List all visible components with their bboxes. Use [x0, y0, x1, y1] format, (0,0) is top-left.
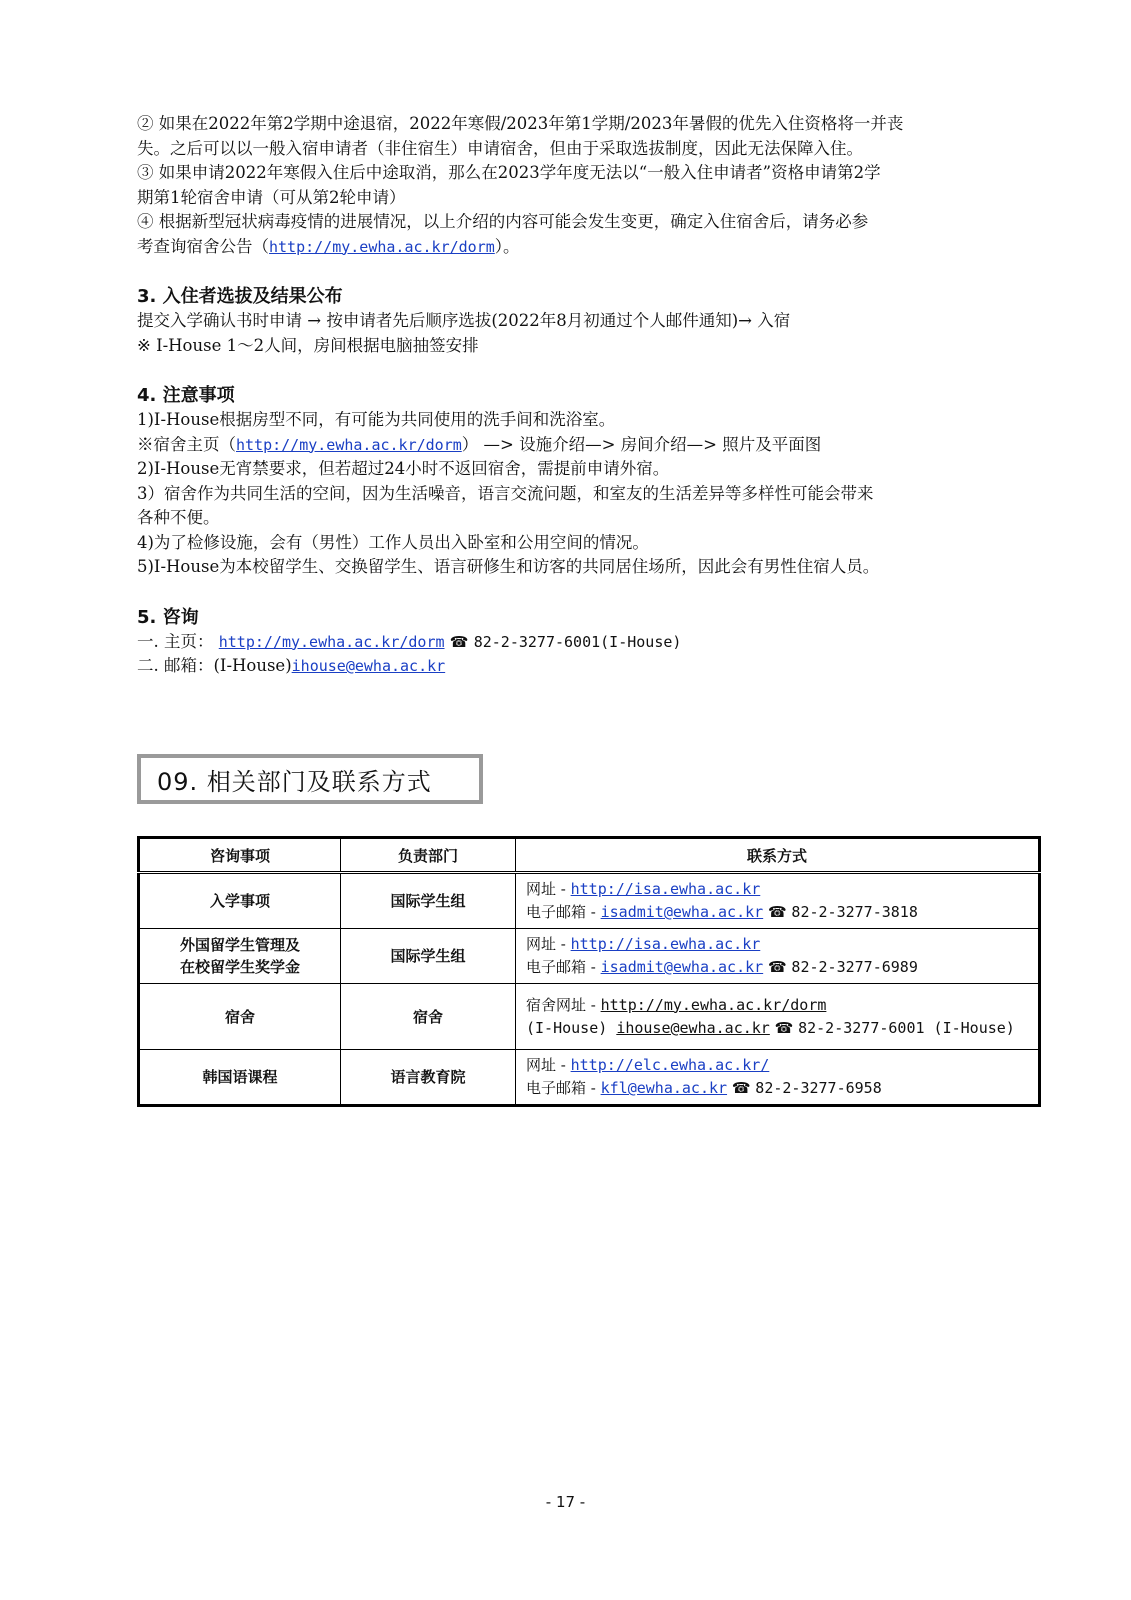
row-contact	[516, 984, 1040, 1050]
table-row	[139, 873, 1040, 929]
contact-homepage-link[interactable]: http://my.ewha.ac.kr/dorm	[218, 632, 445, 651]
website-link[interactable]: http://my.ewha.ac.kr/dorm	[600, 995, 827, 1014]
section5-body	[137, 630, 997, 679]
row-category: 入学事项	[139, 873, 341, 929]
intro-line-2: 失。之后可以以一般入宿申请者（非住宿生）申请宿舍，但由于采取选拔制度，因此无法保障入住。	[137, 138, 863, 158]
website-link[interactable]: http://isa.ewha.ac.kr	[570, 935, 761, 953]
section3-body	[137, 309, 997, 358]
row-department: 国际学生组	[341, 873, 516, 929]
homepage-label: 一. 主页：	[137, 631, 214, 651]
row-department: 国际学生组	[341, 929, 516, 984]
row-category	[139, 929, 341, 984]
phone-number: 82-2-3277-6989	[791, 958, 918, 976]
table-header-row	[139, 838, 1040, 873]
phone-icon: ☎	[731, 1079, 751, 1097]
section4-line-1: 1)I-House根据房型不同，有可能为共同使用的洗手间和洗浴室。	[137, 410, 616, 429]
section4-line-2-prefix: ※宿舍主页（	[137, 434, 236, 454]
header-department: 负责部门	[341, 838, 516, 873]
section4-line-7: 5)I-House为本校留学生、交换留学生、语言研修生和访客的共同居住场所，因此会有男性住宿人员。	[137, 557, 880, 576]
dorm-notice-link[interactable]: http://my.ewha.ac.kr/dorm	[269, 237, 495, 256]
table-row	[139, 984, 1040, 1050]
intro-last-suffix: ）。	[494, 236, 520, 256]
row-category: 宿舍	[139, 984, 341, 1050]
phone-icon: ☎	[767, 903, 787, 921]
email-label: 电子邮箱 -	[526, 1079, 601, 1097]
section4-line-2-suffix: ） —> 设施介绍—> 房间介绍—> 照片及平面图	[461, 434, 822, 454]
row-contact	[516, 873, 1040, 929]
intro-line-6	[137, 235, 997, 260]
intro-line-3: ③ 如果申请2022年寒假入住后中途取消，那么在2023学年度无法以“一般入住申请者”资格申请第2学	[137, 163, 881, 182]
section4-line-5: 各种不便。	[137, 508, 220, 527]
phone-icon: ☎	[767, 958, 787, 976]
section5-homepage-line	[137, 630, 997, 655]
website-link[interactable]: http://isa.ewha.ac.kr	[570, 880, 761, 898]
row-contact	[516, 929, 1040, 984]
header-contact: 联系方式	[516, 838, 1040, 873]
contact-email-link[interactable]: ihouse@ewha.ac.kr	[291, 657, 446, 675]
page-number: - 17 -	[545, 1493, 586, 1511]
section4-line-6: 4)为了检修设施，会有（男性）工作人员出入卧室和公用空间的情况。	[137, 532, 649, 552]
website-label: 宿舍网址 -	[526, 995, 601, 1014]
email-label: (I-House)	[526, 1018, 617, 1037]
email-link[interactable]: ihouse@ewha.ac.kr	[616, 1018, 770, 1037]
document-body	[137, 112, 997, 679]
email-link[interactable]: kfl@ewha.ac.kr	[600, 1079, 728, 1097]
row-contact	[516, 1050, 1040, 1106]
intro-line-5: ④ 根据新型冠状病毒疫情的进展情况，以上介绍的内容可能会发生变更，确定入住宿舍后，请务必参	[137, 212, 869, 231]
table-row	[139, 1050, 1040, 1106]
section3-title: 3. 入住者选拔及结果公布	[137, 286, 343, 307]
website-label: 网址 -	[526, 1056, 571, 1074]
intro-line-4: 期第1轮宿舍申请（可从第2轮申请）	[137, 187, 406, 207]
row-category-line-2: 在校留学生奖学金	[179, 958, 300, 976]
dorm-homepage-link[interactable]: http://my.ewha.ac.kr/dorm	[236, 435, 462, 454]
website-label: 网址 -	[526, 880, 571, 898]
section5-email-line	[137, 654, 997, 679]
website-label: 网址 -	[526, 935, 571, 953]
email-label: 二. 邮箱：(I-House)	[137, 656, 292, 675]
section4-line-4: 3）宿舍作为共同生活的空间，因为生活噪音，语言交流问题，和室友的生活差异等多样性可能会带来	[137, 483, 874, 503]
contacts-table	[137, 836, 1041, 1107]
section5-title: 5. 咨询	[137, 606, 199, 628]
row-department: 语言教育院	[341, 1050, 516, 1106]
table-row	[139, 929, 1040, 984]
section4-line-2	[137, 433, 997, 458]
section3-line-2: ※ I-House 1～2人间，房间根据电脑抽签安排	[137, 335, 479, 355]
phone-number: 82-2-3277-6001 (I-House)	[798, 1018, 1015, 1037]
email-link[interactable]: isadmit@ewha.ac.kr	[600, 903, 764, 921]
phone-number: 82-2-3277-6958	[755, 1079, 882, 1097]
intro-line-1: ② 如果在2022年第2学期中途退宿，2022年寒假/2023年第1学期/2023年暑假的优先入住资格将一并丧	[137, 114, 904, 133]
email-label: 电子邮箱 -	[526, 903, 601, 921]
contact-phone: 82-2-3277-6001(I-House)	[473, 632, 682, 651]
row-department: 宿舍	[341, 984, 516, 1050]
phone-icon: ☎	[774, 1018, 794, 1037]
section-09-heading: 09. 相关部门及联系方式	[137, 754, 483, 804]
phone-number: 82-2-3277-3818	[791, 903, 918, 921]
section4-line-3: 2)I-House无宵禁要求，但若超过24小时不返回宿舍，需提前申请外宿。	[137, 459, 670, 478]
section4-body	[137, 408, 997, 580]
row-category: 韩国语课程	[139, 1050, 341, 1106]
row-category-line-1: 外国留学生管理及	[179, 936, 300, 954]
intro-notes	[137, 112, 997, 259]
intro-last-prefix: 考查询宿舍公告（	[137, 236, 269, 256]
email-label: 电子邮箱 -	[526, 958, 601, 976]
section3-line-1: 提交入学确认书时申请 → 按申请者先后顺序选拔(2022年8月初通过个人邮件通知)→ 入宿	[137, 311, 791, 330]
section4-title: 4. 注意事项	[137, 385, 235, 406]
phone-icon: ☎	[449, 632, 469, 651]
header-inquiry: 咨询事项	[139, 838, 341, 873]
email-link[interactable]: isadmit@ewha.ac.kr	[600, 958, 764, 976]
website-link[interactable]: http://elc.ewha.ac.kr/	[570, 1056, 770, 1074]
